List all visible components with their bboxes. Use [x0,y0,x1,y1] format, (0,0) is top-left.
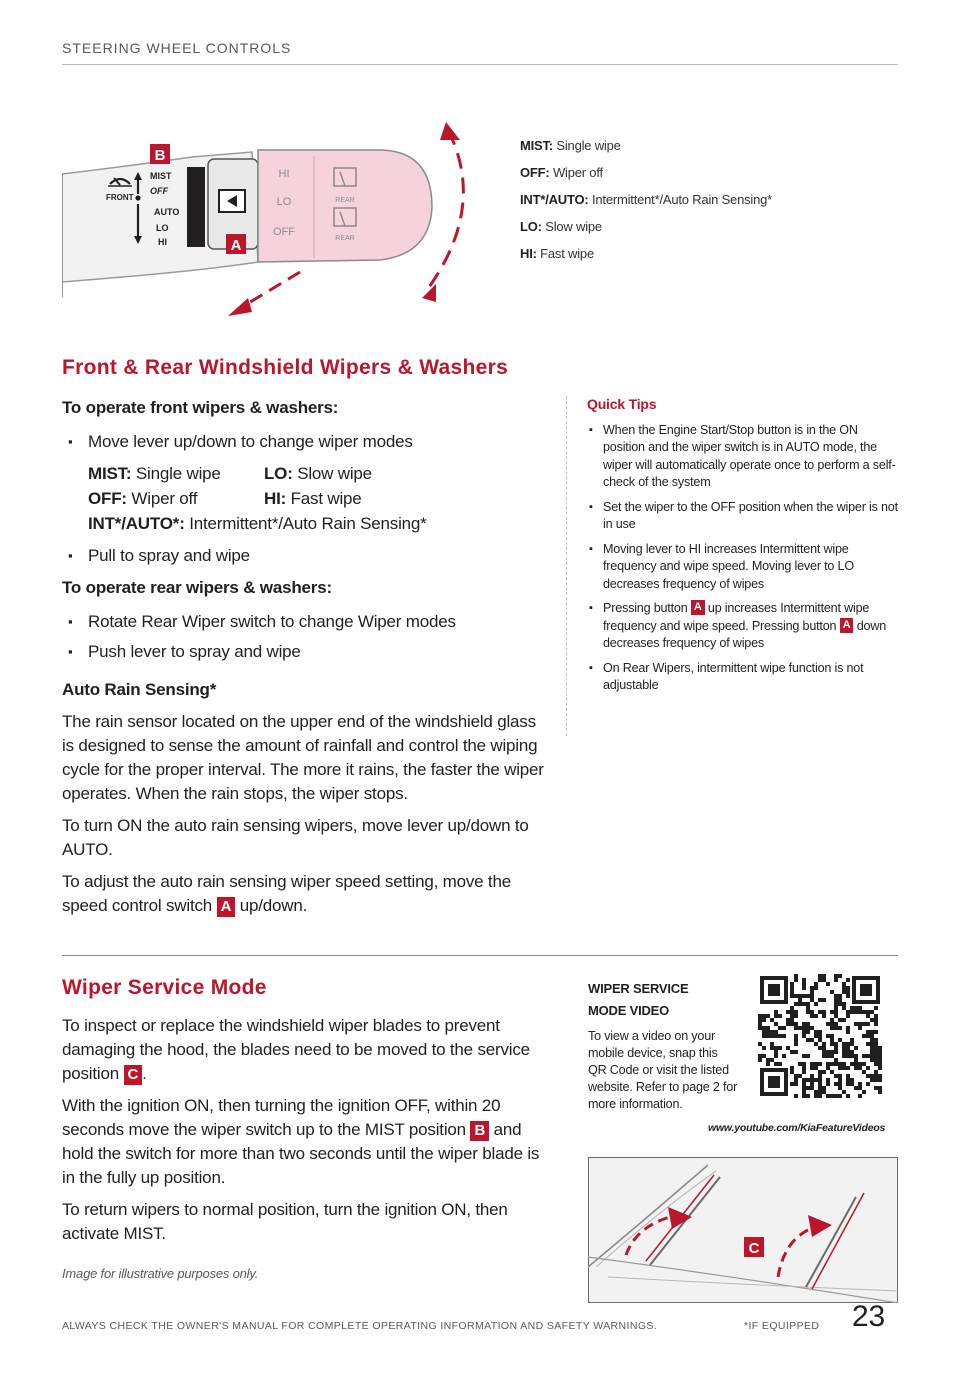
tip-item: ▪ Pressing button A up increases Intermittent wipe frequency and wipe speed. Pressing button A down decreases frequency of wipes [587,600,902,653]
mode-mist: MIST: Single wipe [88,464,221,483]
rear-label-1: REAR [335,197,355,204]
callout-b-text: B [154,147,166,164]
pull-arrow-path [242,272,300,307]
service-mode-body [62,1014,540,1246]
legend-item: OFF: Wiper off [520,165,603,180]
service-para-1: To inspect or replace the windshield wiper blades to prevent damaging the hood, the blades need to be moved to the service position C . [62,1016,530,1083]
callout-c-text: C [748,1240,760,1257]
rotary-off: OFF [273,226,295,238]
front-wipers-heading: To operate front wipers & washers: [62,398,339,417]
rotary-hi: HI [278,168,290,180]
windshield-frame [589,1158,898,1303]
video-url[interactable]: www.youtube.com/KiaFeatureVideos [708,1122,886,1134]
rotate-arrow-head-top [440,122,460,140]
mode-int-auto: INT*/AUTO*: Intermittent*/Auto Rain Sensing* [88,514,427,533]
off-dot [135,195,140,200]
mode-legend [520,138,772,273]
tip-item: ▪ On Rear Wipers, intermittent wipe function is not adjustable [587,660,902,695]
illustrative-caption: Image for illustrative purposes only. [62,1266,259,1281]
page-number: 23 [852,1300,885,1333]
lever-pos-off: OFF [150,186,168,196]
speed-switch-strip [187,167,205,247]
front-bullet-modes: ▪ Move lever up/down to change wiper modes [62,430,544,454]
quick-tips-title: Quick Tips [587,396,657,412]
callout-c-inline: C [124,1065,143,1085]
rear-label-2: REAR [335,235,355,242]
auto-rain-para-2: To turn ON the auto rain sensing wipers, move lever up/down to AUTO. [62,816,529,859]
mode-hi: HI: Fast wipe [264,489,362,508]
legend-item: INT*/AUTO: Intermittent*/Auto Rain Sensing* [520,192,773,207]
footer-disclaimer: ALWAYS CHECK THE OWNER'S MANUAL FOR COMPLETE OPERATING INFORMATION AND SAFETY WARNINGS. [62,1320,658,1332]
callout-a-inline: A [691,600,705,615]
callout-a-inline: A [217,897,236,917]
service-para-2: With the ignition ON, then turning the ignition OFF, within 20 seconds move the wiper switch up to the MIST position B and hold the switch for more than two seconds until the wiper blade is in the fully up position. [62,1096,540,1187]
tip-item: ▪ Moving lever to HI increases Intermittent wipe frequency and wipe speed. Moving lever to LO decreases frequency of wipes [587,541,902,594]
tip-item: ▪ Set the wiper to the OFF position when the wiper is not in use [587,499,902,534]
wiper-lever-diagram [62,112,482,322]
wipers-section-body [62,396,544,918]
front-label: FRONT [106,193,134,202]
tip-item: ▪ When the Engine Start/Stop button is in the ON position and the wiper switch is in AUTO mode, the wiper will automatically operate once to perform a self-check of the system [587,422,902,492]
front-bullet-spray: ▪ Pull to spray and wipe [62,544,544,568]
video-title-1: WIPER SERVICE [588,981,689,996]
legend-item: HI: Fast wipe [520,246,594,261]
mode-grid [62,462,544,536]
lever-pos-mist: MIST [150,171,172,181]
lever-pos-auto: AUTO [154,207,180,217]
mode-lo: LO: Slow wipe [264,464,372,483]
section-separator [62,955,898,956]
rear-bullet-rotate: ▪ Rotate Rear Wiper switch to change Wiper modes [62,610,544,634]
rotate-arrow-head-bottom [422,284,436,302]
qr-code[interactable] [758,974,882,1098]
pull-arrow-head [228,298,252,316]
windshield-diagram [588,1157,898,1303]
header-rule [62,64,898,65]
auto-rain-title: Auto Rain Sensing* [62,680,217,699]
service-para-3: To return wipers to normal position, turn the ignition ON, then activate MIST. [62,1200,508,1243]
auto-rain-para-1: The rain sensor located on the upper end of the windshield glass is designed to sense the amount of rainfall and control the wiping cycle for the proper interval. The more it rains, the faster the wiper operates. When the rain stops, the wiper stops. [62,712,544,803]
callout-a-inline: A [840,618,854,633]
rotary-lo: LO [276,196,292,208]
wipers-section-title: Front & Rear Windshield Wipers & Washers [62,356,509,379]
service-mode-title: Wiper Service Mode [62,976,267,999]
section-header: STEERING WHEEL CONTROLS [62,40,292,56]
rear-wipers-heading: To operate rear wipers & washers: [62,578,332,597]
callout-b-inline: B [470,1121,489,1141]
legend-item: LO: Slow wipe [520,219,602,234]
footer-equipped-note: *IF EQUIPPED [744,1320,820,1332]
video-description: To view a video on your mobile device, snap this QR Code or visit the listed website. Refer to page 2 for more information. [588,1029,738,1111]
legend-item: MIST: Single wipe [520,138,621,153]
auto-rain-para-3: To adjust the auto rain sensing wiper speed setting, move the speed control switch A up/down. [62,872,511,915]
video-title-2: MODE VIDEO [588,1003,670,1018]
callout-a-text: A [230,237,242,254]
lever-pos-hi: HI [158,237,167,247]
lever-pos-lo: LO [156,223,169,233]
mode-off: OFF: Wiper off [88,489,198,508]
video-block [588,978,738,1113]
rear-bullet-push: ▪ Push lever to spray and wipe [62,640,544,664]
quick-tips-box [566,396,902,736]
